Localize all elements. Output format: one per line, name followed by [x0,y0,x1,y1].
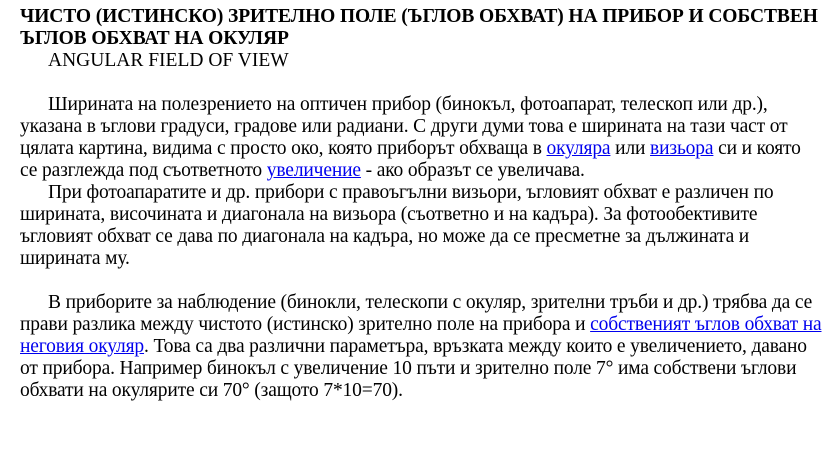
paragraph-text: си и която се разглежда под съответното [20,138,801,181]
link-viewfinder[interactable]: визьора [650,138,714,159]
paragraph-observation-instruments [20,292,822,402]
paragraph-text: В приборите за наблюдение (бинокли, телескопи с окуляр, зрителни тръби и др.) трябва да се прави разлика между чистото (истинско) зрително поле на прибора и [20,292,813,335]
paragraph-spacer [20,270,822,292]
paragraph-text: - ако образът се увеличава. [360,160,585,181]
paragraph-text: или [610,138,651,159]
link-magnification[interactable]: увеличение [266,160,361,181]
page-title: ЧИСТО (ИСТИНСКО) ЗРИТЕЛНО ПОЛЕ (ЪГЛОВ ОБХВАТ) НА ПРИБОР И СОБСТВЕН ЪГЛОВ ОБХВАТ НА ОКУЛЯР [20,6,818,49]
paragraph-definition [20,94,822,182]
page-subtitle: ANGULAR FIELD OF VIEW [48,50,289,71]
link-eyepiece-own-field[interactable]: собственият ъглов обхват на неговия окуляр [20,314,822,357]
paragraph-text: Ширината на полезрението на оптичен прибор (бинокъл, фотоапарат, телескоп или др.), указана в ъглови градуси, градове или радиани. С други думи това е ширината на тази част от цялата картина, видима с просто око, която приборът обхваща в [20,94,788,159]
paragraph-text: . Това са два различни параметъра, връзката между които е увеличението, давано от прибора. Например бинокъл с увеличение 10 пъти и зрително поле 7° има собствени ъглови обхвати на окулярите си 70° (защото 7*10=70). [20,336,807,401]
link-eyepiece[interactable]: окуляра [546,138,611,159]
paragraph-cameras: При фотоапаратите и др. прибори с правоъгълни визьори, ъгловият обхват е различен по ширината, височината и диагонала на визьора (съответно и на кадъра). За фотообективите ъгловият обхват се дава по диагонала на кадъра, но може да се пресметне за дължината и ширината му. [20,182,774,269]
